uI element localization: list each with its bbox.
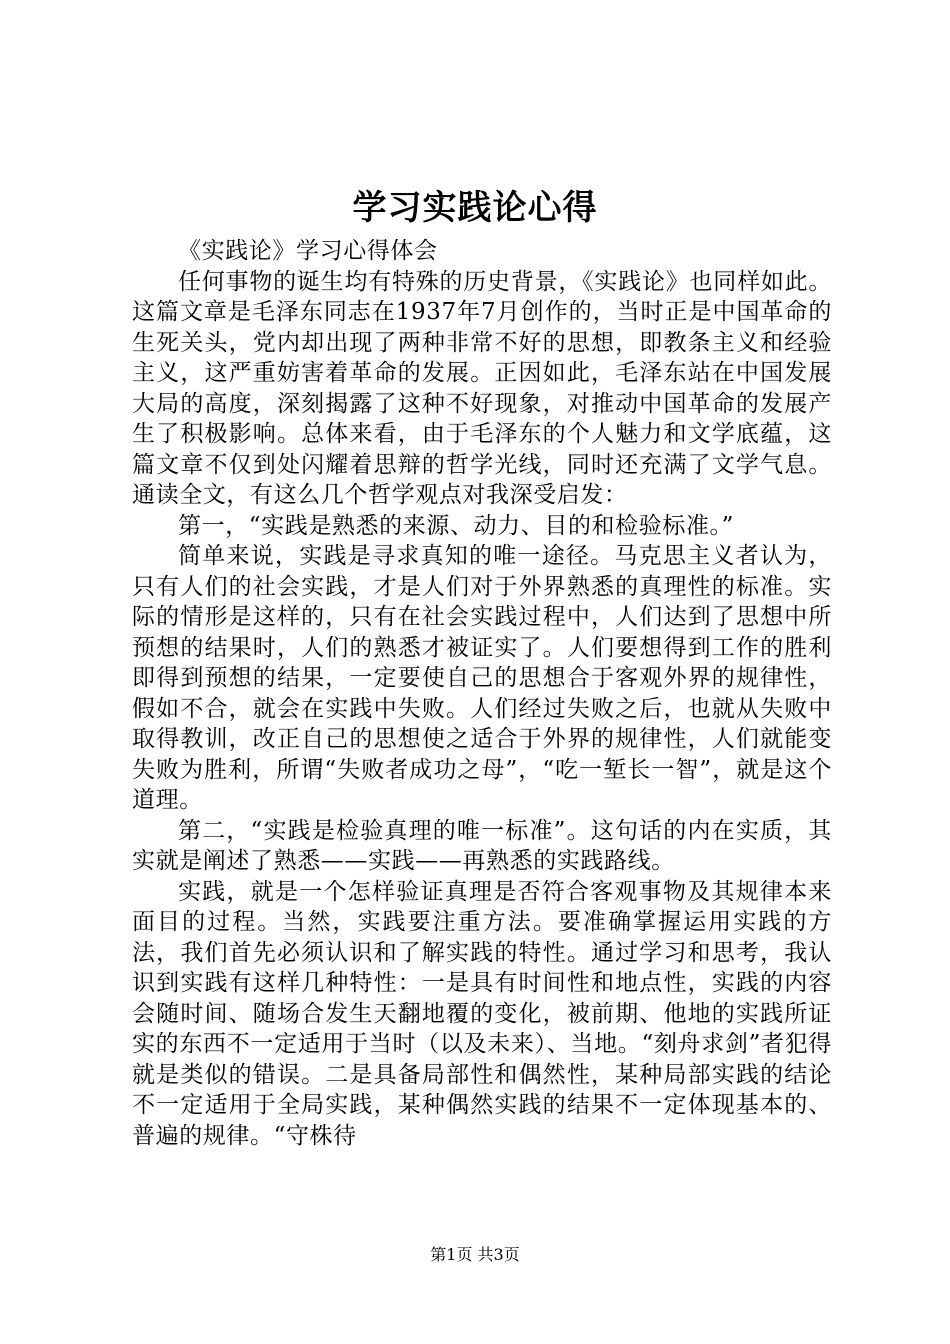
paragraph: 任何事物的诞生均有特殊的历史背景，《实践论》也同样如此。这篇文章是毛泽东同志在1937年7月创作的，当时正是中国革命的生死关头，党内却出现了两种非常不好的思想，即教条主义和经验主义，这严重妨害着革命的发展。正因如此，毛泽东站在中国发展大局的高度，深刻揭露了这种不好现象，对推动中国革命的发展产生了积极影响。总体来看，由于毛泽东的个人魅力和文学底蕴，这篇文章不仅到处闪耀着思辩的哲学光线，同时还充满了文学气息。通读全文，有这么几个哲学观点对我深受启发：	[132, 268, 832, 508]
document-body	[132, 236, 832, 1151]
paragraph: 简单来说，实践是寻求真知的唯一途径。马克思主义者认为，只有人们的社会实践，才是人们对于外界熟悉的真理性的标准。实际的情形是这样的，只有在社会实践过程中，人们达到了思想中所预想的结果时，人们的熟悉才被证实了。人们要想得到工作的胜利即得到预想的结果，一定要使自己的思想合于客观外界的规律性，假如不合，就会在实践中失败。人们经过失败之后，也就从失败中取得教训，改正自己的思想使之适合于外界的规律性，人们就能变失败为胜利，所谓“失败者成功之母”，“吃一堑长一智”，就是这个道理。	[132, 543, 832, 813]
paragraph-subtitle: 《实践论》学习心得体会	[178, 238, 438, 264]
paragraph: 第二，“实践是检验真理的唯一标准”。这句话的内在实质，其实就是阐述了熟悉——实践——再熟悉的实践路线。	[132, 817, 832, 874]
paragraph: 第一，“实践是熟悉的来源、动力、目的和检验标准。”	[178, 512, 735, 539]
document-title: 学习实践论心得	[352, 188, 598, 228]
paragraph: 实践，就是一个怎样验证真理是否符合客观事物及其规律本来面目的过程。当然，实践要注重方法。要准确掌握运用实践的方法，我们首先必须认识和了解实践的特性。通过学习和思考，我认识到实践有这样几种特性：一是具有时间性和地点性，实践的内容会随时间、随场合发生天翻地覆的变化，被前期、他地的实践所证实的东西不一定适用于当时（以及未来）、当地。“刻舟求剑”者犯得就是类似的错误。二是具备局部性和偶然性，某种局部实践的结论不一定适用于全局实践，某种偶然实践的结果不一定体现基本的、普遍的规律。“守株待	[132, 878, 832, 1149]
page-number-footer: 第1页 共3页	[430, 1245, 520, 1264]
